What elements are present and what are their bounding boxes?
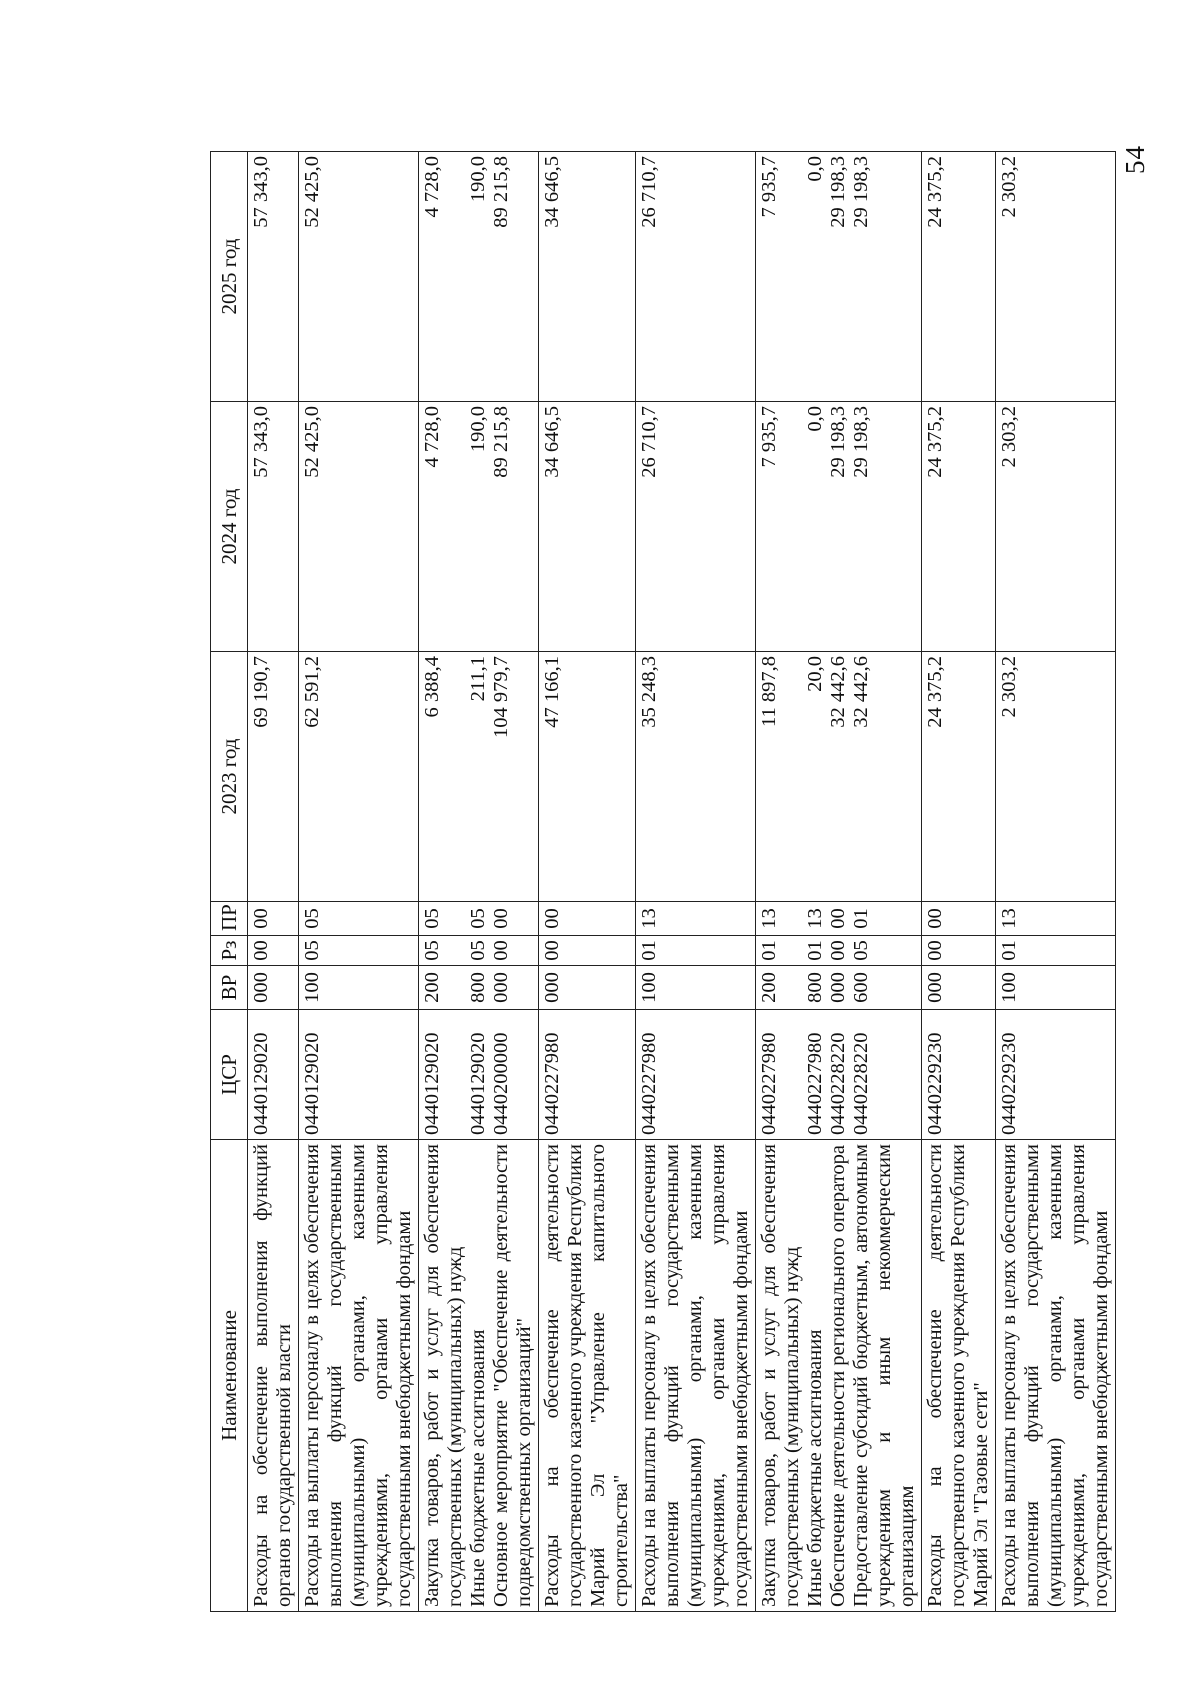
row-name: Основное мероприятие "Обеспечение деятельности подведомственных организаций" <box>490 1144 535 1607</box>
cell-rz <box>539 936 636 966</box>
cell-value: 600 <box>850 972 872 1003</box>
header-pr: ПР <box>211 902 248 936</box>
cell-name <box>539 1140 636 1612</box>
cell-y2024 <box>419 402 539 652</box>
cell-value: 01 <box>758 940 780 961</box>
cell-value: 34 646,5 <box>541 156 563 228</box>
cell-value: 000 <box>827 972 849 1003</box>
cell-y2023 <box>996 652 1116 902</box>
cell-value: 0440228220 <box>827 1032 849 1135</box>
cell-value: 01 <box>638 940 660 961</box>
cell-value: 05 <box>467 908 489 929</box>
budget-table-rotated <box>210 152 1116 1612</box>
cell-value: 32 442,6 <box>850 656 872 728</box>
cell-name <box>248 1140 299 1612</box>
row-name: Расходы на обеспечение деятельности государственного казенного учреждения Республики Марий Эл "Газовые сети" <box>924 1144 992 1607</box>
cell-pr <box>922 902 996 936</box>
cell-pr <box>299 902 419 936</box>
cell-value: 7 935,7 <box>758 406 780 468</box>
header-rz: Рз <box>211 936 248 966</box>
cell-value: 000 <box>250 972 272 1003</box>
cell-y2025 <box>299 152 419 402</box>
cell-name <box>922 1140 996 1612</box>
cell-pr <box>756 902 922 936</box>
cell-value: 01 <box>850 908 872 929</box>
cell-rz <box>248 936 299 966</box>
row-name: Обеспечение деятельности регионального оператора <box>827 1144 849 1607</box>
table-row <box>248 152 299 1612</box>
cell-vr <box>419 966 539 1010</box>
header-csr: ЦСР <box>211 1010 248 1140</box>
table-row <box>922 152 996 1612</box>
cell-y2025 <box>636 152 756 402</box>
cell-value: 89 215,8 <box>490 406 512 478</box>
cell-value: 0440228220 <box>850 1032 872 1135</box>
cell-value: 32 442,6 <box>827 656 849 728</box>
cell-value: 100 <box>638 972 660 1003</box>
cell-value: 01 <box>804 940 826 961</box>
cell-value: 000 <box>490 972 512 1003</box>
cell-y2023 <box>419 652 539 902</box>
cell-value: 0440227980 <box>758 1032 780 1135</box>
cell-value: 05 <box>301 908 323 929</box>
cell-value: 00 <box>541 940 563 961</box>
row-name: Иные бюджетные ассигнования <box>467 1329 489 1607</box>
cell-y2024 <box>996 402 1116 652</box>
cell-value: 26 710,7 <box>638 156 660 228</box>
cell-value: 6 388,4 <box>421 656 443 718</box>
cell-value: 24 375,2 <box>924 156 946 228</box>
cell-value: 200 <box>421 972 443 1003</box>
cell-csr <box>756 1010 922 1140</box>
cell-vr <box>756 966 922 1010</box>
cell-y2024 <box>636 402 756 652</box>
row-name: Расходы на обеспечение выполнения функций органов государственной власти <box>250 1144 295 1607</box>
cell-value: 00 <box>827 908 849 929</box>
cell-y2024 <box>539 402 636 652</box>
cell-value: 00 <box>250 940 272 961</box>
cell-value: 100 <box>998 972 1020 1003</box>
cell-value: 00 <box>250 908 272 929</box>
cell-value: 13 <box>638 908 660 929</box>
cell-pr <box>419 902 539 936</box>
cell-csr <box>996 1010 1116 1140</box>
cell-csr <box>922 1010 996 1140</box>
cell-rz <box>756 936 922 966</box>
cell-value: 2 303,2 <box>998 156 1020 218</box>
cell-value: 11 897,8 <box>758 656 780 727</box>
cell-value: 211,1 <box>467 656 489 702</box>
cell-value: 52 425,0 <box>301 156 323 228</box>
cell-value: 0440227980 <box>638 1032 660 1135</box>
cell-value: 00 <box>827 940 849 961</box>
cell-y2025 <box>922 152 996 402</box>
cell-value: 01 <box>998 940 1020 961</box>
cell-y2025 <box>248 152 299 402</box>
cell-vr <box>248 966 299 1010</box>
row-name: Расходы на выплаты персоналу в целях обеспечения выполнения функций государственными (муниципальными) органами, казенными учреждениями, органами управления государственными внебюджетными фондами <box>301 1144 415 1607</box>
row-name: Закупка товаров, работ и услуг для обеспечения государственных (муниципальных) нужд <box>758 1144 803 1607</box>
cell-name <box>636 1140 756 1612</box>
cell-csr <box>419 1010 539 1140</box>
cell-value: 13 <box>804 908 826 929</box>
cell-vr <box>636 966 756 1010</box>
cell-y2025 <box>756 152 922 402</box>
cell-value: 190,0 <box>467 156 489 203</box>
cell-y2025 <box>996 152 1116 402</box>
table-row <box>539 152 636 1612</box>
cell-value: 34 646,5 <box>541 406 563 478</box>
cell-value: 29 198,3 <box>827 406 849 478</box>
cell-value: 05 <box>467 940 489 961</box>
cell-y2024 <box>756 402 922 652</box>
cell-rz <box>996 936 1116 966</box>
cell-value: 0,0 <box>804 406 826 432</box>
table-header <box>211 152 248 1612</box>
cell-name <box>756 1140 922 1612</box>
cell-vr <box>299 966 419 1010</box>
cell-value: 4 728,0 <box>421 156 443 218</box>
cell-value: 0440129020 <box>421 1032 443 1135</box>
cell-value: 104 979,7 <box>490 656 512 738</box>
cell-value: 13 <box>998 908 1020 929</box>
cell-csr <box>248 1010 299 1140</box>
cell-value: 69 190,7 <box>250 656 272 728</box>
table-row <box>299 152 419 1612</box>
cell-value: 13 <box>758 908 780 929</box>
header-2025: 2025 год <box>211 152 248 402</box>
cell-value: 00 <box>924 940 946 961</box>
cell-value: 29 198,3 <box>827 156 849 228</box>
cell-value: 0440129020 <box>301 1032 323 1135</box>
cell-value: 000 <box>541 972 563 1003</box>
cell-csr <box>299 1010 419 1140</box>
cell-pr <box>636 902 756 936</box>
cell-value: 2 303,2 <box>998 656 1020 718</box>
row-name: Закупка товаров, работ и услуг для обеспечения государственных (муниципальных) нужд <box>421 1144 466 1607</box>
cell-value: 57 343,0 <box>250 156 272 228</box>
cell-value: 0440227980 <box>541 1032 563 1135</box>
cell-y2025 <box>539 152 636 402</box>
cell-value: 190,0 <box>467 406 489 453</box>
cell-name <box>299 1140 419 1612</box>
cell-value: 20,0 <box>804 656 826 692</box>
cell-vr <box>996 966 1116 1010</box>
cell-value: 35 248,3 <box>638 656 660 728</box>
cell-value: 800 <box>804 972 826 1003</box>
row-name: Иные бюджетные ассигнования <box>804 1329 826 1607</box>
cell-pr <box>996 902 1116 936</box>
cell-value: 29 198,3 <box>850 406 872 478</box>
budget-table <box>210 151 1116 1612</box>
cell-y2024 <box>248 402 299 652</box>
cell-y2023 <box>922 652 996 902</box>
cell-y2025 <box>419 152 539 402</box>
cell-rz <box>636 936 756 966</box>
cell-value: 52 425,0 <box>301 406 323 478</box>
cell-value: 2 303,2 <box>998 406 1020 468</box>
cell-value: 26 710,7 <box>638 406 660 478</box>
cell-name <box>996 1140 1116 1612</box>
cell-y2024 <box>299 402 419 652</box>
cell-rz <box>299 936 419 966</box>
header-2023: 2023 год <box>211 652 248 902</box>
cell-value: 05 <box>421 908 443 929</box>
cell-value: 200 <box>758 972 780 1003</box>
table-body <box>248 152 1116 1612</box>
cell-value: 0440200000 <box>490 1032 512 1135</box>
cell-value: 00 <box>541 908 563 929</box>
cell-value: 0440229230 <box>998 1032 1020 1135</box>
cell-y2023 <box>299 652 419 902</box>
table-row <box>419 152 539 1612</box>
cell-value: 0440129020 <box>250 1032 272 1135</box>
cell-value: 05 <box>421 940 443 961</box>
cell-pr <box>248 902 299 936</box>
page-number: 54 <box>1120 145 1150 174</box>
cell-value: 00 <box>490 940 512 961</box>
cell-y2023 <box>756 652 922 902</box>
cell-value: 00 <box>490 908 512 929</box>
cell-value: 05 <box>301 940 323 961</box>
cell-value: 800 <box>467 972 489 1003</box>
cell-y2023 <box>248 652 299 902</box>
cell-value: 0440227980 <box>804 1032 826 1135</box>
row-name: Предоставление субсидий бюджетным, автономным учреждениям и иным некоммерческим организациям <box>850 1144 918 1607</box>
cell-rz <box>419 936 539 966</box>
cell-name <box>419 1140 539 1612</box>
row-name: Расходы на обеспечение деятельности государственного казенного учреждения Республики Марий Эл "Управление капитального строительства" <box>541 1144 632 1607</box>
cell-value: 24 375,2 <box>924 656 946 728</box>
cell-vr <box>922 966 996 1010</box>
cell-value: 00 <box>924 908 946 929</box>
header-vr: ВР <box>211 966 248 1010</box>
header-2024: 2024 год <box>211 402 248 652</box>
cell-value: 05 <box>850 940 872 961</box>
cell-value: 47 166,1 <box>541 656 563 728</box>
cell-value: 0440129020 <box>467 1032 489 1135</box>
cell-value: 57 343,0 <box>250 406 272 478</box>
cell-csr <box>636 1010 756 1140</box>
cell-value: 000 <box>924 972 946 1003</box>
cell-value: 7 935,7 <box>758 156 780 218</box>
table-row <box>756 152 922 1612</box>
cell-vr <box>539 966 636 1010</box>
cell-value: 62 591,2 <box>301 656 323 728</box>
cell-value: 4 728,0 <box>421 406 443 468</box>
cell-value: 24 375,2 <box>924 406 946 478</box>
cell-value: 29 198,3 <box>850 156 872 228</box>
table-row <box>636 152 756 1612</box>
cell-value: 100 <box>301 972 323 1003</box>
cell-csr <box>539 1010 636 1140</box>
cell-pr <box>539 902 636 936</box>
header-name: Наименование <box>211 1140 248 1612</box>
cell-value: 0440229230 <box>924 1032 946 1135</box>
cell-value: 89 215,8 <box>490 156 512 228</box>
row-name: Расходы на выплаты персоналу в целях обеспечения выполнения функций государственными (муниципальными) органами, казенными учреждениями, органами управления государственными внебюджетными фондами <box>998 1144 1112 1607</box>
row-name: Расходы на выплаты персоналу в целях обеспечения выполнения функций государственными (муниципальными) органами, казенными учреждениями, органами управления государственными внебюджетными фондами <box>638 1144 752 1607</box>
cell-rz <box>922 936 996 966</box>
cell-y2024 <box>922 402 996 652</box>
cell-y2023 <box>636 652 756 902</box>
cell-value: 0,0 <box>804 156 826 182</box>
table-row <box>996 152 1116 1612</box>
cell-y2023 <box>539 652 636 902</box>
